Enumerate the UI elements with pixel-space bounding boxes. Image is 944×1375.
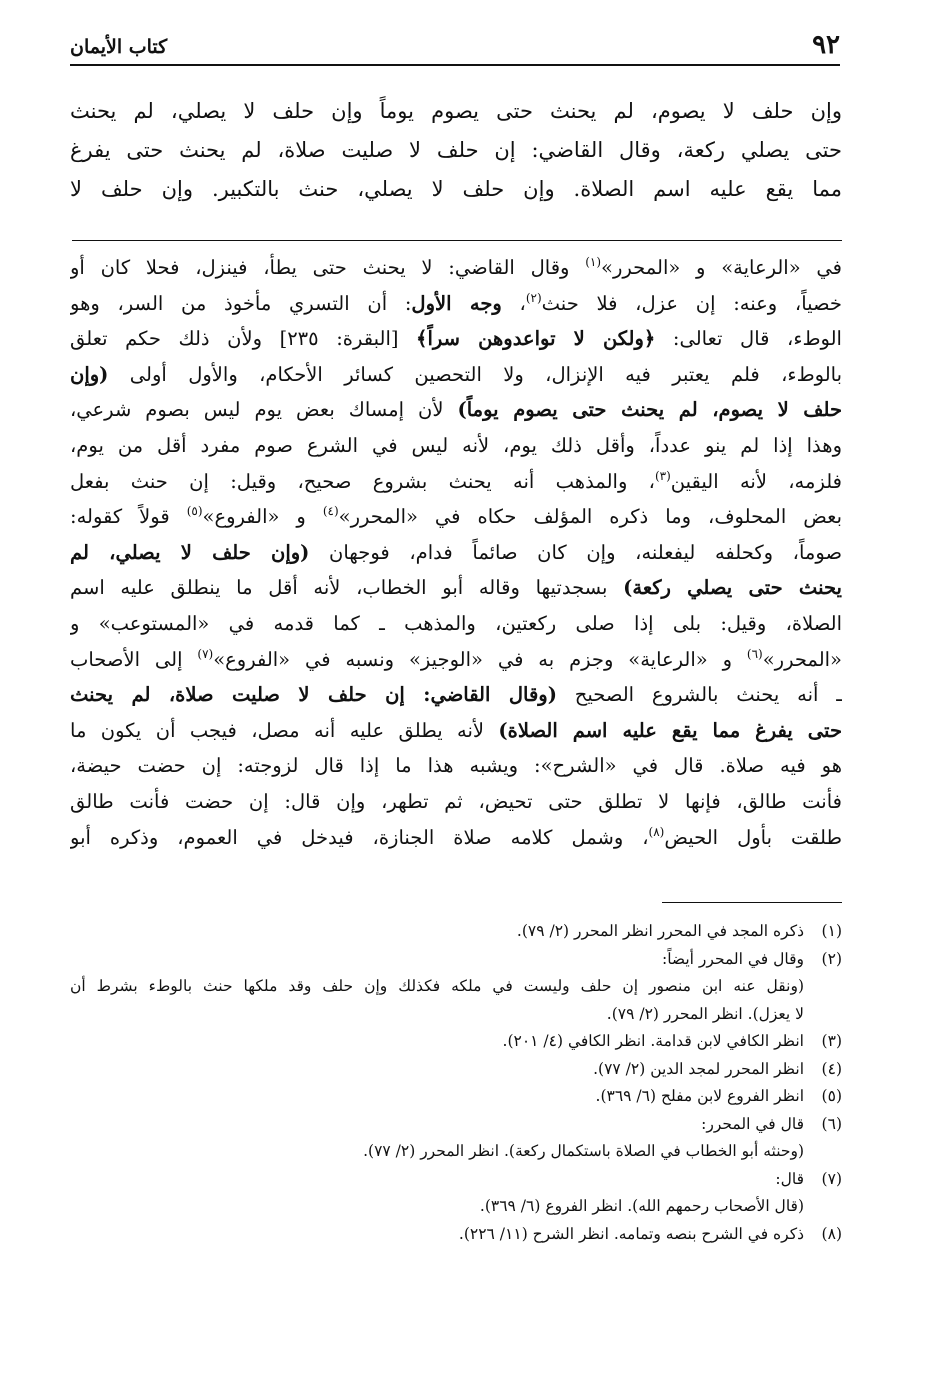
commentary-line: الوطء، قال تعالى: ﴿ولكن لا تواعدوهن سراً﴾ [البقرة: ٢٣٥] ولأن ذلك حكم تعلق — [70, 327, 842, 351]
footnotes-separator — [662, 902, 842, 903]
matn-quote: حلف لا يصوم، لم يحنث حتى يصوم يوماً) — [457, 398, 842, 422]
footnote-text: انظر المحرر لمجد الدين (٢/ ٧٧). — [593, 1059, 804, 1078]
page-number: ٩٢ — [812, 30, 840, 60]
commentary-line: خصياً، وعنه: إن عزل، فلا حنث$^{(٢)}$، وجه الأول: أن التسري مأخوذ من السر، وهو — [70, 290, 842, 315]
footnote-text: انظر الفروع لابن مفلح (٦/ ٣٦٩). — [595, 1087, 804, 1105]
footnote — [70, 918, 842, 946]
commentary-line: حتى يفرغ مما يقع عليه اسم الصلاة) لأنه يطلق عليه أنه مصل، فيجب أن يكون ما — [70, 718, 842, 742]
footnote — [70, 1221, 842, 1249]
footnote-text: قال في المحرر: — [701, 1114, 804, 1133]
footnotes — [70, 918, 842, 1248]
footnote-text: قال: — [775, 1169, 804, 1188]
matn-quote: حتى يفرغ مما يقع عليه اسم الصلاة) — [498, 718, 842, 742]
header-rule — [70, 64, 840, 66]
footnote-ref: (٨) — [648, 824, 665, 839]
footnote-text: ذكره في الشرح بنصه وتمامه. انظر الشرح (١١/ ٢٢٦). — [458, 1224, 804, 1243]
commentary-line: الصلاة، وقيل: بلى إذا صلى ركعتين، والمذهب ـ كما قدمه في «المستوعب» و — [70, 611, 842, 635]
commentary-line: فأنت طالق، فإنها لا تطلق حتى تحيض، ثم تطهر، وإن قال: إن حضت فأنت طالق — [70, 789, 842, 813]
commentary-line: حلف لا يصوم، لم يحنث حتى يصوم يوماً) لأن إمساك بعض يوم ليس بصوم شرعي، — [70, 398, 842, 422]
commentary-line: فلزمه، لأنه اليقين$^{(٣)}$، والمذهب أنه يحنث بشروع صحيح، وقيل: إن حنث بفعل — [70, 468, 842, 493]
footnote-text: وقال في المحرر أيضاً: — [661, 949, 804, 968]
footnote-ref: (٢) — [525, 290, 542, 305]
commentary-line: بعض المحلوف، وما ذكره المؤلف حكاه في «المحرر»$^{(٤)}$ و «الفروع»$^{(٥)}$ قولاً كقوله: — [70, 504, 842, 529]
footnote — [70, 1111, 842, 1139]
matn-line: وإن حلف لا يصوم، لم يحنث حتى يصوم يوماً وإن حلف لا يصلي، لم يحنث — [70, 99, 842, 123]
footnote-text: ذكره المجد في المحرر انظر المحرر (٢/ ٧٩). — [516, 922, 804, 940]
footnote — [70, 1028, 842, 1056]
footnote-ref: (٤) — [322, 504, 339, 519]
matn-text — [70, 92, 842, 209]
running-title: كتاب الأيمان — [70, 36, 168, 58]
commentary-line: يحنث حتى يصلي ركعة) بسجدتيها وقاله أبو الخطاب، لأنه أقل ما ينطلق عليه اسم — [70, 576, 842, 600]
footnote-number: (١) — [821, 922, 842, 940]
footnote — [70, 1083, 842, 1111]
matn-quote: (وإن حلف لا يصلي، لم — [70, 540, 310, 564]
matn-quote: يحنث حتى يصلي ركعة) — [623, 576, 842, 600]
footnote — [70, 946, 842, 974]
bold-phrase: وجه الأول — [411, 291, 502, 315]
matn-quote: (وقال القاضي: إن حلف لا صليت صلاة، لم يحنث — [70, 683, 557, 707]
footnote-ref: (٦) — [746, 646, 763, 661]
footnote-number: (٨) — [821, 1224, 842, 1243]
footnote-ref: (٣) — [654, 468, 671, 483]
footnote-number: (٥) — [821, 1087, 842, 1105]
matn-separator — [72, 240, 842, 241]
footnote-quote: (وحنثه أبو الخطاب في الصلاة باستكمال ركعة). انظر المحرر (٢/ ٧٧). — [363, 1142, 804, 1160]
commentary-line: وهذا إذا لم ينو عدداً، وأقل ذلك يوم، لأنه ليس في الشرع صوم مفرد أقل من يوم، — [70, 433, 842, 457]
footnote-number: (٣) — [821, 1032, 842, 1050]
matn-quote: (وإن — [70, 362, 109, 386]
footnote-ref: (٧) — [197, 646, 214, 661]
commentary-line: صوماً، وكحلفه ليفعلنه، وإن كان صائماً فدام، فوجهان (وإن حلف لا يصلي، لم — [70, 540, 842, 564]
commentary-line: هو فيه صلاة. قال في «الشرح»: ويشبه هذا ما إذا قال لزوجته: إن حضت حيضة، — [70, 754, 842, 778]
footnote-ref: (١) — [585, 255, 602, 269]
footnote-number: (٢) — [821, 949, 842, 968]
footnote-ref: (٥) — [186, 504, 203, 519]
matn-line: حتى يصلي ركعة، وقال القاضي: إن حلف لا صليت صلاة، لم يحنث حتى يفرغ — [70, 138, 842, 162]
footnote-number: (٤) — [821, 1059, 842, 1078]
matn-line: مما يقع عليه اسم الصلاة. وإن حلف لا يصلي، حنث بالتكبير. وإن حلف لا — [70, 177, 842, 201]
footnote-number: (٦) — [821, 1114, 842, 1133]
footnote — [70, 1056, 842, 1084]
footnote-quote: (قال الأصحاب رحمهم الله). انظر الفروع (٦/ ٣٦٩). — [479, 1197, 804, 1215]
commentary-line: في «الرعاية» و «المحرر»$^{(١)}$ وقال القاضي: لا يحنث حتى يطأ، فينزل، فحلا كان أو — [70, 255, 842, 279]
footnote-number: (٧) — [821, 1169, 842, 1188]
commentary-line: بالوطء، فلم يعتبر فيه الإنزال، ولا التحصين كسائر الأحكام، والأول أولى (وإن — [70, 362, 842, 386]
footnote-quote: (ونقل عنه ابن منصور إن حلف وليست في ملكه فكذلك وإن حلف وقد ملكها حنث بالوطء بشرط أن — [70, 977, 804, 995]
quran-verse: ﴿ولكن لا تواعدوهن سراً﴾ — [416, 327, 656, 351]
page-header — [70, 28, 840, 68]
footnote-quote: لا يعزل). انظر المحرر (٢/ ٧٩). — [606, 1004, 804, 1023]
footnote — [70, 1166, 842, 1194]
commentary-line: ـ أنه يحنث بالشروع الصحيح (وقال القاضي: إن حلف لا صليت صلاة، لم يحنث — [70, 683, 842, 707]
commentary-line: طلقت بأول الحيض$^{(٨)}$، وشمل كلامه صلاة الجنازة، فيدخل في العموم، وذكره أبو — [70, 824, 842, 849]
footnote-text: انظر الكافي لابن قدامة. انظر الكافي (٤/ ٢٠١). — [502, 1032, 804, 1050]
commentary-line: «المحرر»$^{(٦)}$ و «الرعاية» وجزم به في «الوجيز» ونسبه في «الفروع»$^{(٧)}$ إلى الأصحاب — [70, 646, 842, 671]
commentary — [70, 250, 842, 855]
